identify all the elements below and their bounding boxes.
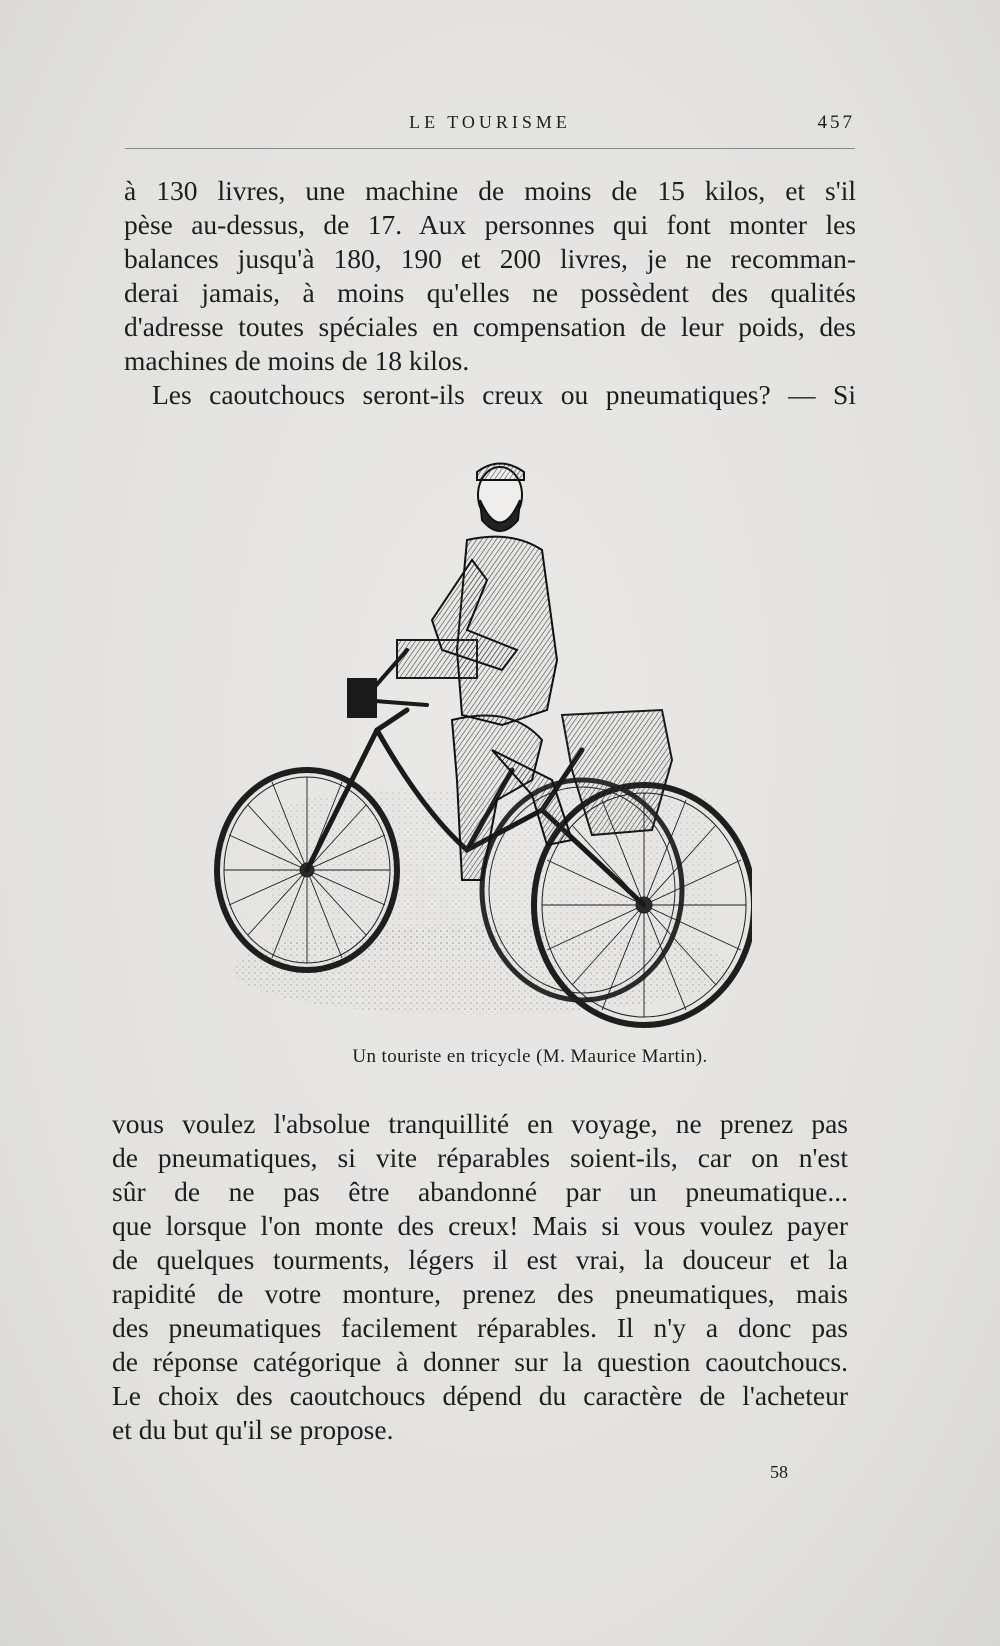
- page-number: 457: [817, 112, 855, 133]
- text-line: des pneumatiques facilement réparables. Il n'y a donc pas: [112, 1312, 848, 1343]
- text-line: balances jusqu'à 180, 190 et 200 livres, je ne recomman-: [124, 243, 856, 274]
- text-line: vous voulez l'absolue tranquillité en voyage, ne prenez pas: [112, 1108, 848, 1139]
- text-line: derai jamais, à moins qu'elles ne possèdent des qualités: [124, 277, 856, 308]
- text-line: machines de moins de 18 kilos.: [124, 345, 470, 376]
- text-line: Le choix des caoutchoucs dépend du caractère de l'acheteur: [112, 1380, 848, 1411]
- tricycle-engraving: [212, 450, 752, 1030]
- text-line: rapidité de votre monture, prenez des pneumatiques, mais: [112, 1278, 848, 1309]
- text-line: de pneumatiques, si vite réparables soient-ils, car on n'est: [112, 1142, 848, 1173]
- text-line: sûr de ne pas être abandonné par un pneumatique...: [112, 1176, 848, 1207]
- text-line: pèse au-dessus, de 17. Aux personnes qui font monter les: [124, 209, 856, 240]
- page-header: [125, 108, 855, 138]
- text-line: de quelques tourments, légers il est vrai, la douceur et la: [112, 1244, 848, 1275]
- text-line: et du but qu'il se propose.: [112, 1414, 394, 1445]
- text-line: Les caoutchoucs seront-ils creux ou pneumatiques? — Si: [152, 379, 856, 410]
- text-line: de réponse catégorique à donner sur la question caoutchoucs.: [112, 1346, 848, 1377]
- text-line: à 130 livres, une machine de moins de 15 kilos, et s'il: [124, 175, 856, 206]
- header-rule: [125, 148, 855, 149]
- running-title: LE TOURISME: [409, 112, 571, 132]
- camera: [347, 678, 377, 718]
- text-line: que lorsque l'on monte des creux! Mais si vous voulez payer: [112, 1210, 848, 1241]
- paragraph-top: [124, 174, 856, 412]
- signature-mark: 58: [770, 1462, 788, 1482]
- figure-caption: Un touriste en tricycle (M. Maurice Martin).: [352, 1046, 708, 1067]
- text-line: d'adresse toutes spéciales en compensation de leur poids, des: [124, 311, 856, 342]
- paragraph-bottom: [112, 1107, 848, 1447]
